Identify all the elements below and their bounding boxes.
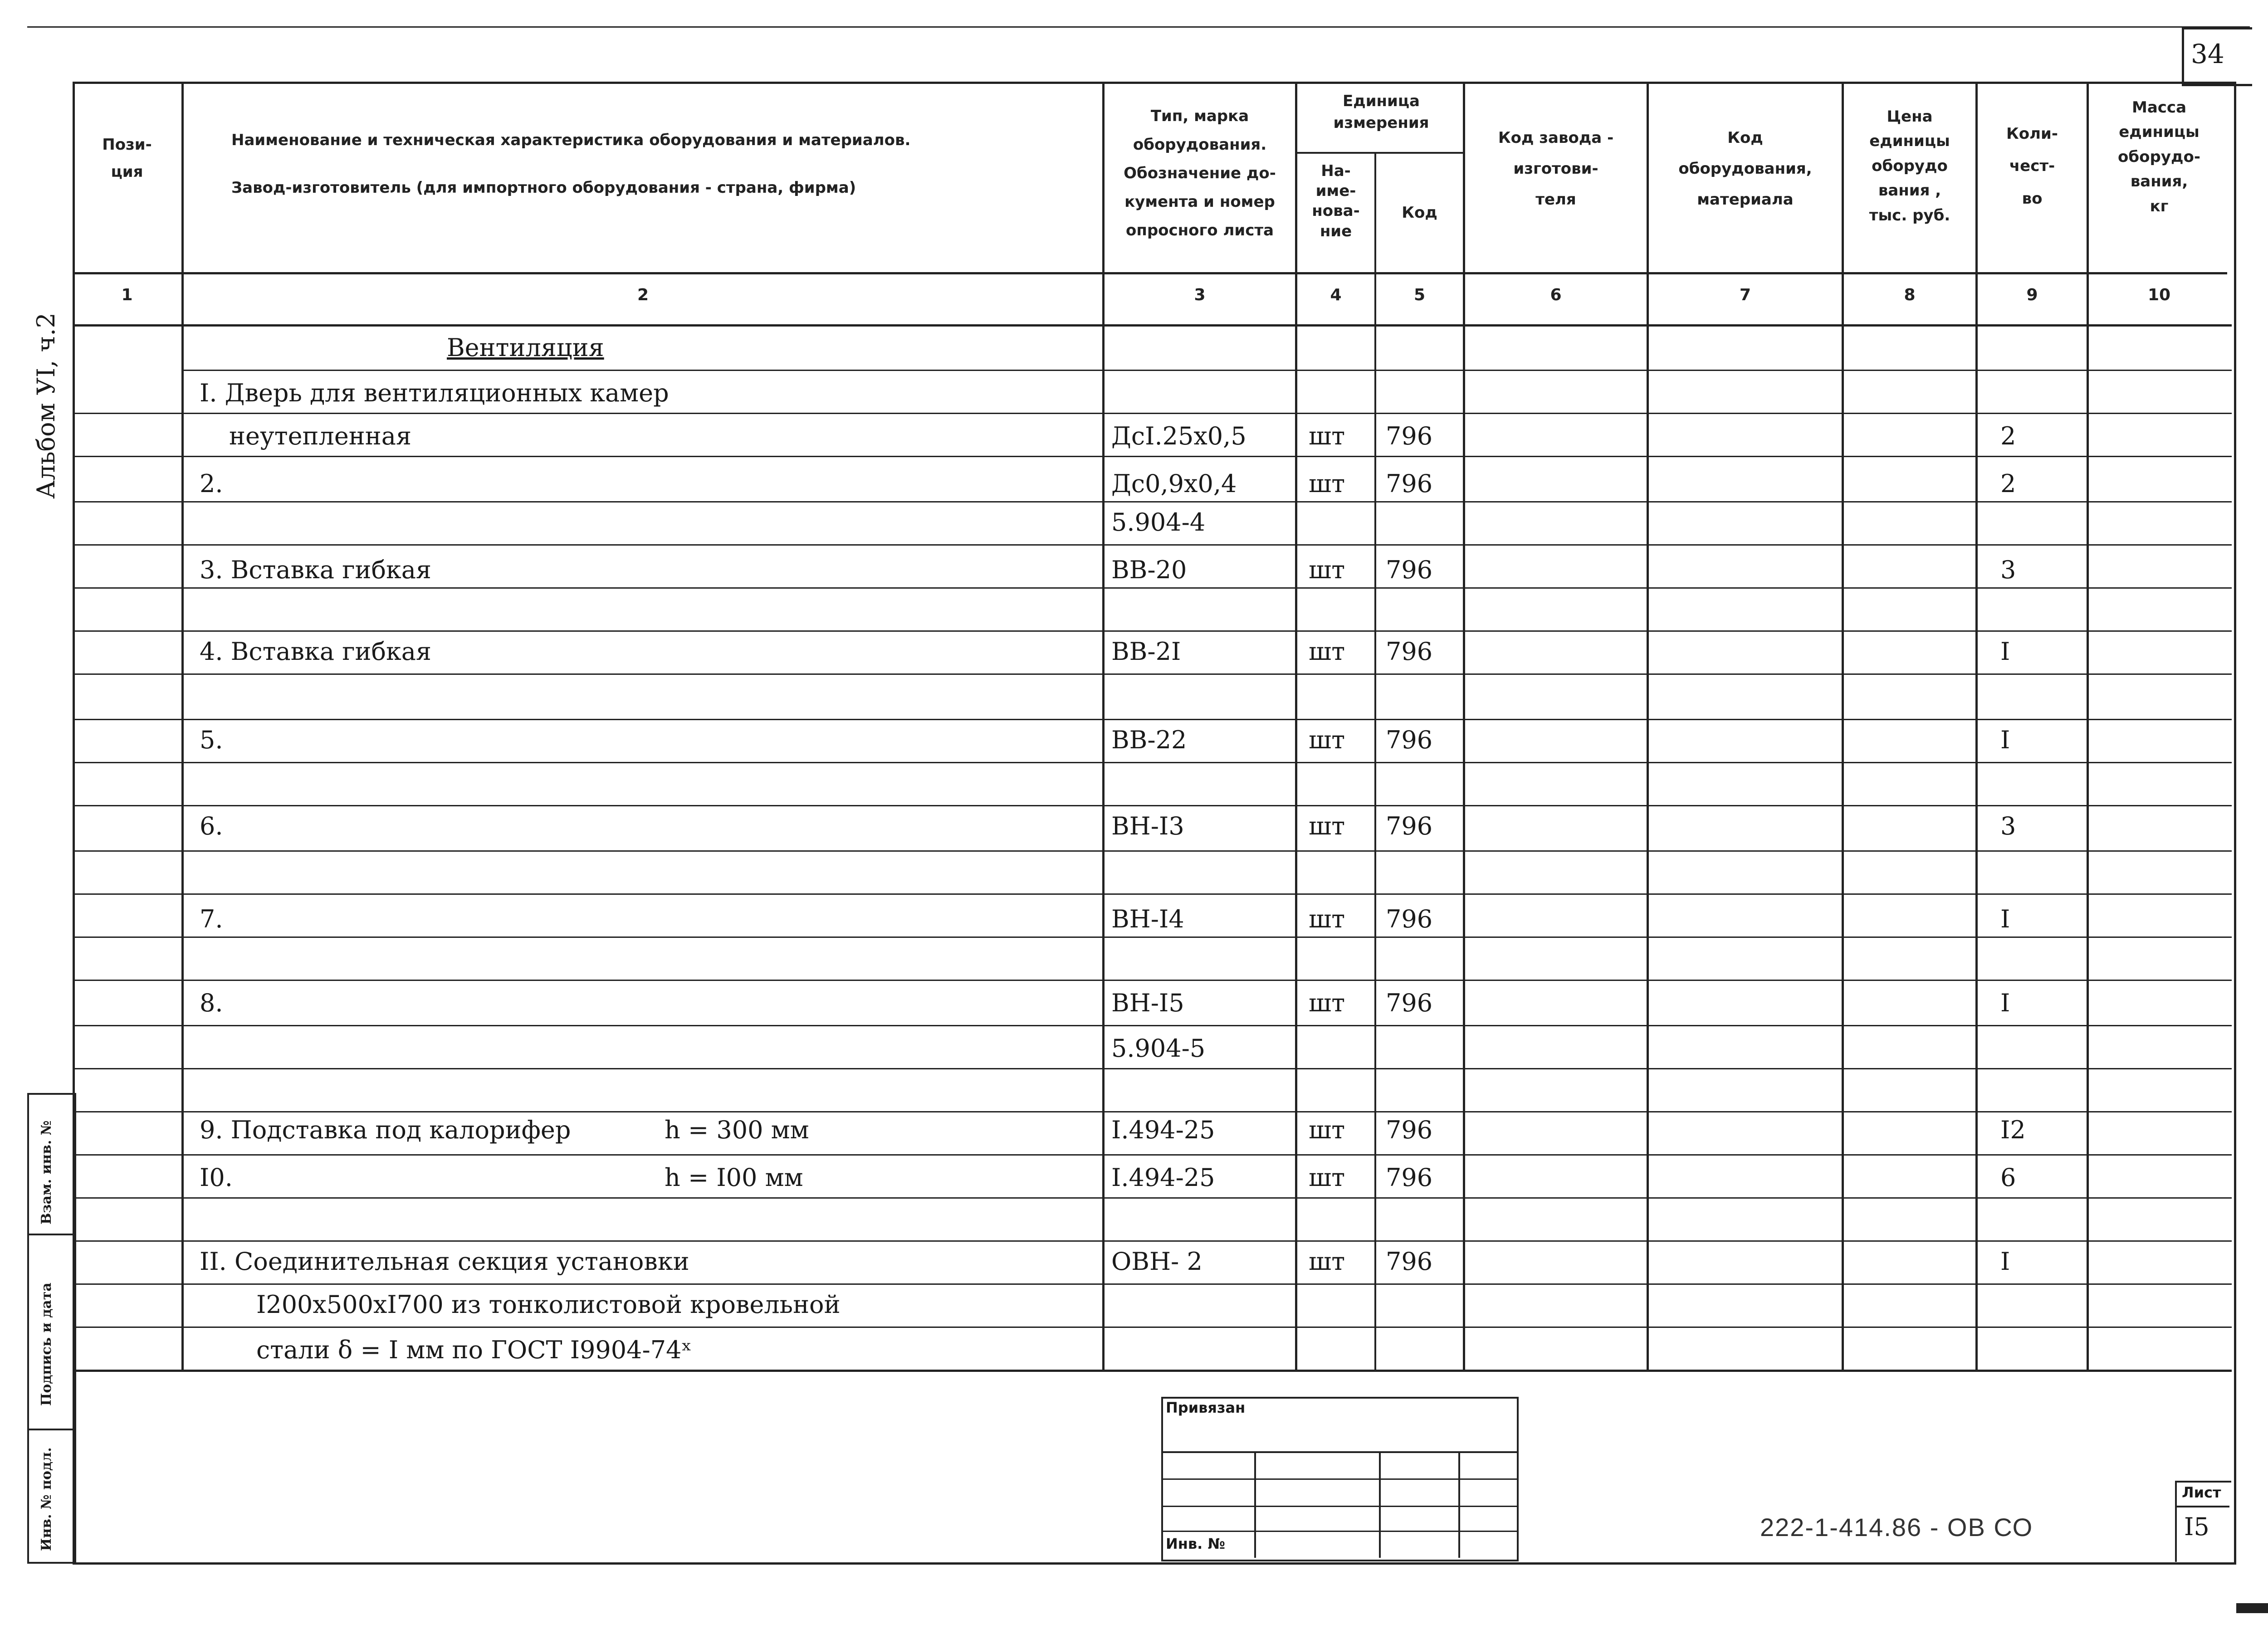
item-unit: шт (1309, 1163, 1345, 1192)
item-qty: I2 (2000, 1116, 2026, 1144)
album-label: Альбом УI, ч.2 (32, 312, 60, 499)
col-number: 4 (1330, 286, 1342, 304)
item-code: 796 (1386, 1163, 1433, 1192)
item-type: ВН-I3 (1111, 812, 1184, 840)
table-bottom (73, 1370, 2232, 1372)
item-unit: шт (1309, 905, 1345, 933)
item-qty: 2 (2000, 422, 2016, 450)
item-name: 7. (200, 905, 223, 933)
item-type: I.494-25 (1111, 1163, 1215, 1192)
item-unit: шт (1309, 726, 1345, 754)
col-sep (1102, 82, 1105, 1370)
item-type: ВВ-20 (1111, 556, 1187, 584)
row-sep (73, 1197, 2232, 1199)
col-number: 9 (2026, 286, 2038, 304)
row-sep (73, 805, 2232, 806)
col-sep (1975, 82, 1978, 1370)
row-sep (73, 1154, 2232, 1156)
row-sep (73, 1111, 2232, 1112)
item-name: 6. (200, 812, 223, 840)
item-name: стали δ = I мм по ГОСТ I9904-74ˣ (256, 1336, 692, 1364)
sheet-number: I5 (2184, 1512, 2209, 1541)
col-number: 1 (121, 286, 133, 304)
item-type: Дс0,9х0,4 (1111, 469, 1237, 498)
row-sep (73, 673, 2232, 675)
header-position: Пози- ция (102, 136, 152, 181)
item-code: 796 (1386, 726, 1433, 754)
sheet-box-divider (2175, 1506, 2229, 1507)
document-code: 222-1-414.86 - ОВ СО (1760, 1513, 2033, 1541)
header-unit-code: Код (1402, 204, 1437, 222)
inv-label: Инв. № (1166, 1535, 1225, 1552)
col-sep (1374, 152, 1376, 1370)
item-code: 796 (1386, 556, 1433, 584)
item-type: ВН-I5 (1111, 989, 1184, 1017)
item-extra: h = 300 мм (665, 1116, 809, 1144)
item-code: 796 (1386, 1247, 1433, 1276)
header-factory-code: Код завода - изготови- теля (1498, 129, 1614, 209)
header-name-line1: Наименование и техническая характеристика оборудования и материалов. (231, 131, 911, 149)
row-sep (181, 370, 2232, 371)
edge-mark (2236, 1603, 2268, 1613)
item-name: неутепленная (229, 422, 412, 450)
row-sep (73, 1240, 2232, 1242)
header-mass: Масса единицы оборудо- вания, кг (2118, 98, 2200, 215)
header-price: Цена единицы оборудо вания , тыс. руб. (1869, 107, 1950, 224)
row-sep (73, 1327, 2232, 1328)
row-sep (73, 587, 2232, 589)
item-type: 5.904-5 (1111, 1034, 1206, 1063)
item-qty: I (2000, 637, 2010, 666)
item-type: ДсI.25х0,5 (1111, 422, 1246, 450)
item-qty: 6 (2000, 1163, 2016, 1192)
row-sep (73, 762, 2232, 763)
item-unit: шт (1309, 469, 1345, 498)
tied-stamp-line (1379, 1451, 1381, 1558)
item-code: 796 (1386, 422, 1433, 450)
tied-stamp-line (1161, 1506, 1517, 1507)
col-number: 2 (637, 286, 649, 304)
col-number: 10 (2147, 286, 2171, 304)
item-code: 796 (1386, 989, 1433, 1017)
row-sep (73, 719, 2232, 720)
item-unit: шт (1309, 556, 1345, 584)
col-number: 3 (1194, 286, 1206, 304)
item-extra: h = I00 мм (665, 1163, 803, 1192)
row-sep (73, 413, 2232, 414)
item-type: ОВН- 2 (1111, 1247, 1202, 1276)
section-title: Вентиляция (447, 333, 604, 362)
row-sep (73, 501, 2232, 502)
item-name: I. Дверь для вентиляционных камер (200, 379, 669, 407)
item-unit: шт (1309, 1247, 1345, 1276)
col-number: 5 (1413, 286, 1426, 304)
tied-stamp-line (1161, 1531, 1517, 1532)
row-sep (73, 1025, 2232, 1026)
side-stamp-text: Подпись и дата (39, 1283, 54, 1406)
col-sep (181, 82, 184, 1370)
tied-label: Привязан (1166, 1399, 1246, 1416)
row-sep (73, 850, 2232, 852)
item-type: ВВ-22 (1111, 726, 1187, 754)
col-sep (2087, 82, 2089, 1370)
item-name: 9. Подставка под калорифер (200, 1116, 571, 1144)
item-code: 796 (1386, 812, 1433, 840)
row-sep (73, 544, 2232, 546)
side-stamp-text: Взам. инв. № (39, 1120, 54, 1224)
item-unit: шт (1309, 1116, 1345, 1144)
item-qty: I (2000, 989, 2010, 1017)
item-qty: I (2000, 726, 2010, 754)
item-code: 796 (1386, 1116, 1433, 1144)
row-sep (73, 980, 2232, 981)
col-sep (1647, 82, 1649, 1370)
row-sep (73, 1068, 2232, 1069)
row-sep (73, 893, 2232, 895)
tied-stamp-line (1161, 1451, 1517, 1453)
item-name: II. Соединительная секция установки (200, 1247, 689, 1276)
col-sep (1842, 82, 1844, 1370)
item-unit: шт (1309, 637, 1345, 666)
page-number: 34 (2191, 39, 2224, 69)
col-sep (1463, 82, 1465, 1370)
item-qty: 3 (2000, 556, 2016, 584)
item-name: 5. (200, 726, 223, 754)
tied-stamp-line (1254, 1451, 1256, 1558)
item-type: ВН-I4 (1111, 905, 1184, 933)
item-code: 796 (1386, 905, 1433, 933)
item-unit: шт (1309, 422, 1345, 450)
col-sep (1295, 82, 1297, 1370)
header-name-line2: Завод-изготовитель (для импортного оборудования - страна, фирма) (231, 179, 856, 197)
item-qty: 2 (2000, 469, 2016, 498)
row-sep (73, 630, 2232, 632)
side-stamp-text: Инв. № подл. (39, 1447, 54, 1551)
item-name: I200х500хI700 из тонколистовой кровельной (256, 1290, 841, 1319)
sheet-label: Лист (2182, 1484, 2221, 1501)
item-qty: I (2000, 1247, 2010, 1276)
item-type: I.494-25 (1111, 1116, 1215, 1144)
top-rule (27, 26, 2250, 28)
header-type: Тип, марка оборудования. Обозначение до- кумента и номер опросного листа (1124, 107, 1276, 239)
col-number: 7 (1739, 286, 1751, 304)
item-unit: шт (1309, 989, 1345, 1017)
item-qty: 3 (2000, 812, 2016, 840)
item-type: ВВ-2I (1111, 637, 1181, 666)
unit-split (1297, 152, 1465, 154)
side-stamp-divider (27, 1234, 73, 1235)
item-name: 3. Вставка гибкая (200, 556, 431, 584)
colnum-bottom (73, 324, 2232, 327)
item-code: 796 (1386, 637, 1433, 666)
header-quantity: Коли- чест- во (2006, 125, 2058, 208)
item-name: 4. Вставка гибкая (200, 637, 431, 666)
header-bottom (73, 272, 2227, 274)
tied-stamp-line (1458, 1451, 1460, 1558)
item-name: 2. (200, 469, 223, 498)
col-number: 8 (1904, 286, 1916, 304)
item-name: I0. (200, 1163, 233, 1192)
item-qty: I (2000, 905, 2010, 933)
header-unit-name: На- име- нова- ние (1312, 162, 1360, 240)
item-type: 5.904-4 (1111, 508, 1206, 537)
item-unit: шт (1309, 812, 1345, 840)
row-sep (73, 456, 2232, 457)
row-sep (73, 1283, 2232, 1285)
side-stamp-divider (27, 1429, 73, 1430)
tied-stamp-line (1161, 1478, 1517, 1480)
row-sep (73, 937, 2232, 938)
col-number: 6 (1550, 286, 1562, 304)
item-code: 796 (1386, 469, 1433, 498)
item-name: 8. (200, 989, 223, 1017)
header-equipment-code: Код оборудования, материала (1678, 129, 1812, 209)
header-unit: Единица измерения (1333, 92, 1429, 132)
